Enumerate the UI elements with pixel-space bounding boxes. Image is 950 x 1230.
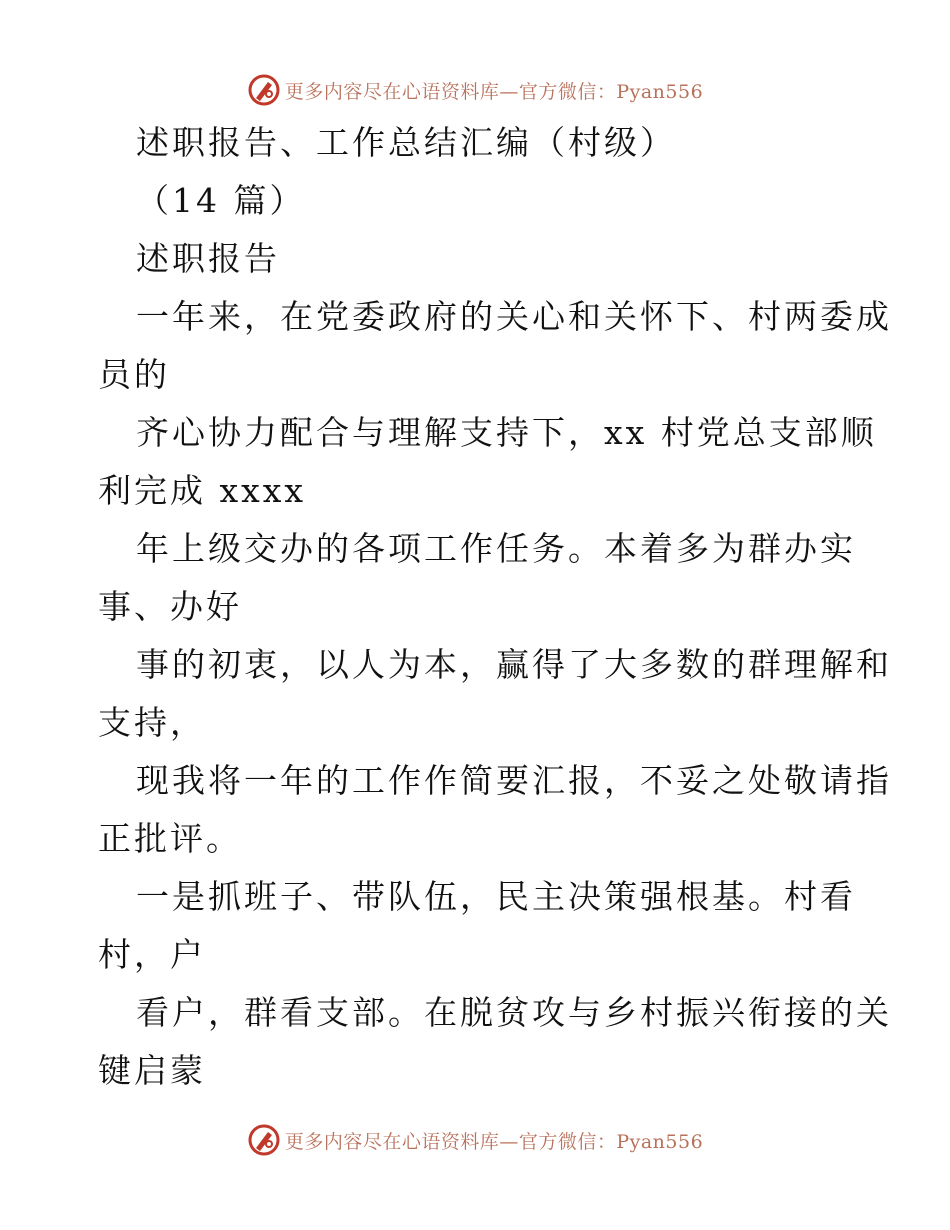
header-banner-text: 更多内容尽在心语资料库—官方微信：Pyan556 (284, 80, 704, 103)
pen-logo-icon (247, 1123, 281, 1157)
pen-logo-icon (247, 73, 281, 107)
paragraph-line: 正批评。 (98, 819, 242, 858)
document-subtitle: （14 篇） (136, 181, 306, 220)
paragraph-line: 看户，群看支部。在脱贫攻与乡村振兴衔接的关 (136, 993, 892, 1032)
paragraph-line: 年上级交办的各项工作任务。本着多为群办实 (136, 529, 856, 568)
paragraph-line: 一是抓班子、带队伍，民主决策强根基。村看 (136, 877, 856, 916)
footer-banner-text: 更多内容尽在心语资料库—官方微信：Pyan556 (284, 1130, 704, 1153)
paragraph-line: 支持， (98, 703, 206, 742)
paragraph-line: 员的 (98, 355, 170, 394)
paragraph-line: 键启蒙 (98, 1051, 206, 1090)
paragraph-line: 事、办好 (98, 587, 242, 626)
document-title: 述职报告、工作总结汇编（村级） (136, 123, 676, 162)
footer-banner (0, 1120, 950, 1160)
paragraph-line: 齐心协力配合与理解支持下，xx 村党总支部顺 (136, 413, 877, 452)
paragraph-line: 现我将一年的工作作简要汇报，不妥之处敬请指 (136, 761, 892, 800)
paragraph-line: 一年来，在党委政府的关心和关怀下、村两委成 (136, 297, 892, 336)
header-banner (0, 70, 950, 110)
paragraph-line: 村，户 (98, 935, 206, 974)
paragraph-line: 利完成 xxxx (98, 471, 306, 510)
paragraph-line: 事的初衷，以人为本，赢得了大多数的群理解和 (136, 645, 892, 684)
section-heading: 述职报告 (136, 239, 280, 278)
